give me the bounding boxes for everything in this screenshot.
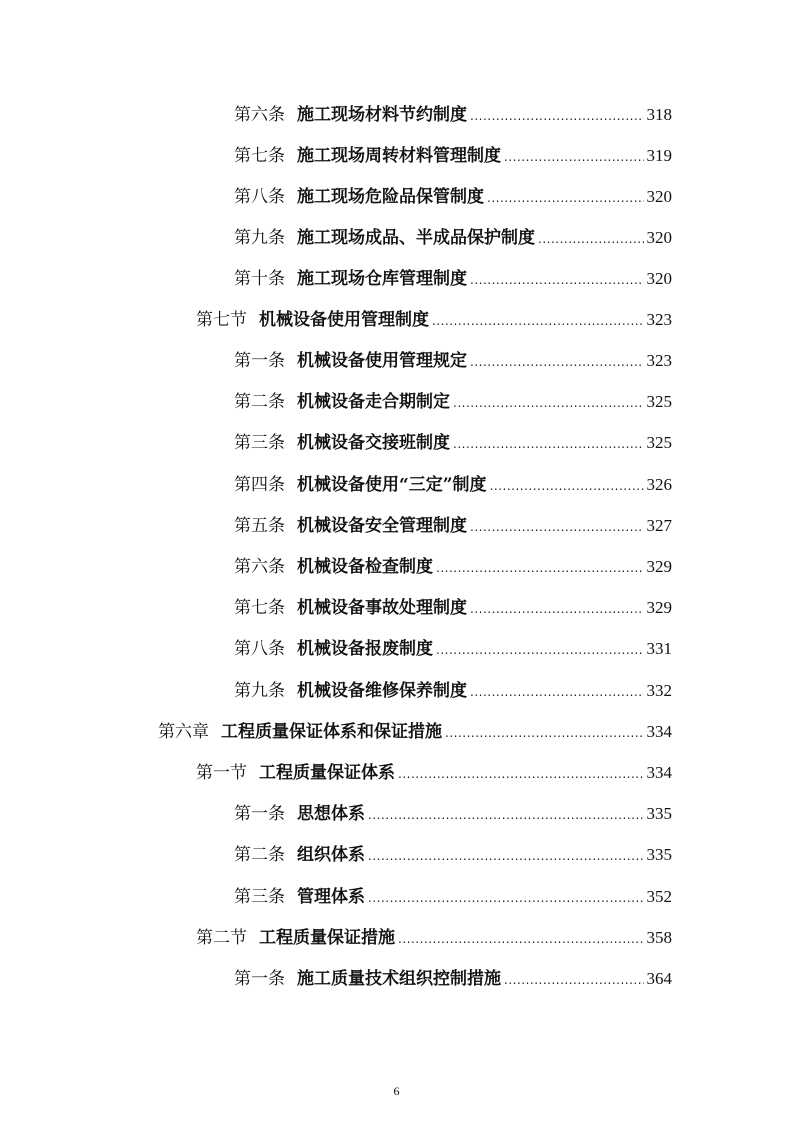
entry-page: 323 [646,351,672,370]
entry-title: 机械设备报废制度 [297,639,433,659]
toc-entry[interactable] [234,634,672,658]
entry-number: 第一条 [234,969,285,989]
entry-page: 331 [646,639,672,658]
entry-page: 320 [646,269,672,288]
entry-number: 第二条 [234,392,285,412]
toc-entry[interactable] [234,964,672,988]
entry-page: 329 [646,557,672,576]
entry-number: 第六章 [158,722,209,742]
page-number: 6 [393,1084,400,1098]
entry-title: 施工现场危险品保管制度 [297,187,484,207]
entry-page: 329 [646,598,672,617]
entry-number: 第七节 [196,310,247,330]
dot-leader [470,355,644,369]
entry-page: 325 [646,392,672,411]
dot-leader [487,191,644,205]
entry-title: 工程质量保证措施 [259,928,395,948]
entry-title: 机械设备走合期制定 [297,392,450,412]
toc-entry[interactable] [234,182,672,206]
entry-page: 364 [646,969,672,988]
entry-title: 施工现场仓库管理制度 [297,269,467,289]
entry-number: 第六条 [234,105,285,125]
dot-leader [470,109,644,123]
entry-page: 332 [646,681,672,700]
dot-leader [470,520,644,534]
toc-entry[interactable] [234,387,672,411]
dot-leader [470,273,644,287]
toc-entry[interactable] [196,923,672,947]
toc-entry[interactable] [234,840,672,864]
toc-entry[interactable] [234,141,672,165]
entry-title: 施工现场材料节约制度 [297,105,467,125]
entry-page: 334 [646,763,672,782]
entry-title: 机械设备使用管理制度 [259,310,429,330]
toc-entry[interactable] [234,676,672,700]
entry-title: 机械设备事故处理制度 [297,598,467,618]
entry-title: 机械设备安全管理制度 [297,516,467,536]
entry-page: 318 [646,105,672,124]
entry-title: 组织体系 [297,845,365,865]
entry-title: 施工现场成品、半成品保护制度 [297,228,535,248]
entry-title: 管理体系 [297,887,365,907]
entry-number: 第九条 [234,681,285,701]
dot-leader [398,932,644,946]
entry-page: 335 [646,845,672,864]
dot-leader [436,643,644,657]
entry-title: 思想体系 [297,804,365,824]
entry-title: 机械设备检查制度 [297,557,433,577]
dot-leader [490,479,644,493]
entry-page: 334 [646,722,672,741]
toc-entry[interactable] [234,223,672,247]
toc-entry[interactable] [234,799,672,823]
entry-number: 第八条 [234,187,285,207]
dot-leader [445,726,644,740]
toc-entry[interactable] [234,552,672,576]
toc-entry[interactable] [196,305,672,329]
entry-title: 工程质量保证体系和保证措施 [221,722,442,742]
entry-page: 358 [646,928,672,947]
dot-leader [453,396,644,410]
entry-title: 工程质量保证体系 [259,763,395,783]
entry-title: 机械设备使用管理规定 [297,351,467,371]
entry-page: 320 [646,187,672,206]
entry-number: 第二节 [196,928,247,948]
entry-title: 施工质量技术组织控制措施 [297,969,501,989]
dot-leader [368,849,644,863]
dot-leader [436,561,644,575]
entry-number: 第一条 [234,351,285,371]
dot-leader [470,602,644,616]
entry-number: 第七条 [234,146,285,166]
entry-number: 第三条 [234,887,285,907]
entry-page: 323 [646,310,672,329]
toc-entry[interactable] [234,428,672,452]
toc-entry[interactable] [234,593,672,617]
entry-page: 319 [646,146,672,165]
entry-page: 327 [646,516,672,535]
dot-leader [504,150,644,164]
entry-number: 第八条 [234,639,285,659]
toc-entry[interactable] [234,264,672,288]
entry-page: 325 [646,433,672,452]
toc-entry[interactable] [234,882,672,906]
entry-title: 机械设备维修保养制度 [297,681,467,701]
entry-title: 施工现场周转材料管理制度 [297,146,501,166]
dot-leader [453,437,644,451]
entry-page: 320 [646,228,672,247]
toc-entry[interactable] [234,470,672,494]
entry-number: 第九条 [234,228,285,248]
entry-number: 第三条 [234,433,285,453]
entry-number: 第二条 [234,845,285,865]
entry-number: 第五条 [234,516,285,536]
entry-number: 第四条 [234,475,285,495]
entry-page: 335 [646,804,672,823]
dot-leader [398,767,644,781]
toc-entry[interactable] [196,758,672,782]
toc-entry[interactable] [234,511,672,535]
entry-title: 机械设备交接班制度 [297,433,450,453]
entry-number: 第一条 [234,804,285,824]
dot-leader [432,314,644,328]
toc-entry[interactable] [234,100,672,124]
entry-number: 第十条 [234,269,285,289]
entry-number: 第六条 [234,557,285,577]
toc-entry[interactable] [158,717,672,741]
dot-leader [538,232,644,246]
entry-number: 第七条 [234,598,285,618]
dot-leader [368,891,644,905]
entry-title: 机械设备使用“三定”制度 [297,475,487,495]
dot-leader [504,973,644,987]
toc-entry[interactable] [234,346,672,370]
dot-leader [470,685,644,699]
entry-page: 326 [646,475,672,494]
entry-number: 第一节 [196,763,247,783]
dot-leader [368,808,644,822]
entry-page: 352 [646,887,672,906]
